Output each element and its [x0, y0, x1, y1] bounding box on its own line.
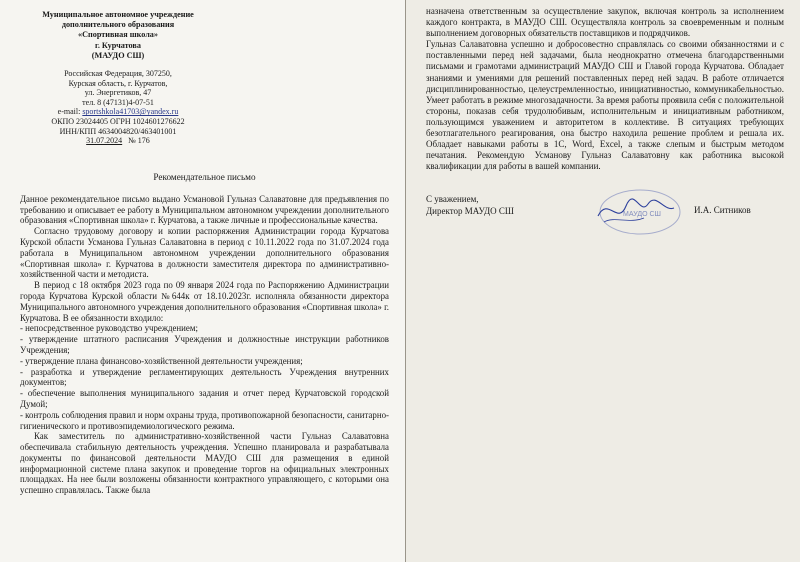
director-name: И.А. Ситников [694, 205, 751, 216]
org-line: дополнительного образования [61, 20, 175, 30]
email-line: e-mail: sportshkola41703@yandex.ru [57, 107, 179, 117]
paragraph: назначена ответственным за осуществление закупок, включая контроль за исполнением каждого контракта, в МАУДО СШ. Осуществляла контроль за своевременным и полным выполнением договорных обязательств поставщиков и подрядчиков. [426, 6, 784, 39]
letter-title: Рекомендательное письмо [153, 171, 256, 182]
paragraph: Согласно трудовому договору и копии распоряжения Администрации города Курчатова Курской области Усманова Гульназ Салаватовна в период с 10.11.2022 года по 31.07.2024 года работала в Муниципальном автономном учреждении дополнительного образования «Спортивная школа» г. Курчатова в должности заместителя директора по административно-хозяйственной части и методиста. [20, 226, 389, 280]
letter-page-right [406, 0, 800, 562]
paragraph: Гульназ Салаватовна успешно и добросовестно справлялась со своими обязанностями и с поставленными перед ней задачами, была неоднократно отмечена благодарственными письмами и грамотами администраций МАУДО СШ и Главой города Курчатова. Обладает знаниями и умениями для решений поставленных перед ней задач. В работе отличается дисциплинированностью, целеустремленностью, инициативностью, коммуникабельностью. Умеет работать в режиме многозадачности. За время работы проявила себя с положительной стороны, показав себя трудолюбивым, исполнительным и инициативным работником, пользующимся уважением и авторитетом в коллективе. В ситуациях требующих безотлагательного реагирования, она быстро находила решение проблем и решала их. Обладает навыками работы в 1С, Word, Excel, а также слепым и быстрым методом печатания. Рекомендую Усманову Гульназ Салаватовну как работника высокой квалификации для работы в вашей компании. [426, 39, 784, 172]
duty-item: - разработка и утверждение регламентирующих деятельность Учреждения внутренних документов; [20, 366, 389, 388]
paragraph: В период с 18 октября 2023 года по 09 января 2024 года по Распоряжению Администрации города Курчатова Курской области №644к от 18.10.2023г. исполняла обязанности директора Муниципального автономного учреждения дополнительного образования «Спортивная школа» г. Курчатова. В ее обязанности входило: [20, 280, 389, 323]
duty-item: - контроль соблюдения правил и норм охраны труда, противопожарной безопасности, санитарно-гигиенического и противоэпидемиологического режима. [20, 409, 389, 431]
duty-item: - непосредственное руководство учреждением; [20, 323, 198, 334]
org-line: Муниципальное автономное учреждение [42, 10, 194, 19]
signature-block [426, 194, 784, 217]
signature-stamp-icon [578, 186, 688, 238]
director-position: Директор МАУДО СШ [426, 205, 514, 216]
tax-codes: ИНН/КПП 4634004820/463401001 [59, 126, 177, 136]
letter-number: № 176 [128, 136, 150, 146]
duty-item: - обеспечение выполнения муниципального задания и отчет перед Курчатовской городской Думой; [20, 388, 389, 409]
paragraph: Данное рекомендательное письмо выдано Усмановой Гульназ Салаватовне для предъявления по требованию и описывает ее работу в Муниципальном автономном учреждении дополнительного образования «Спортивная школа» г. Курчатова, а также личные и профессиональные качества. [20, 193, 389, 226]
duty-item: - утверждение плана финансово-хозяйственной деятельности учреждения; [20, 355, 303, 366]
paragraph: Как заместитель по административно-хозяйственной части Гульназ Салаватовна обеспечивала стабильную деятельность учреждения. Успешно планировала и разрабатывала документы по финансовой деятельности МАУДО СШ для размещения в единой информационной системе плана закупок и проведение торгов на официальных электронных площадках. На нее были возложены обязанности контрактного управляющего, с которыми она успешно справлялась. Также была [20, 431, 389, 496]
org-line: г. Курчатова [95, 40, 141, 50]
letter-date: 31.07.2024 [86, 136, 123, 146]
organization-header [28, 10, 208, 61]
address-line: тел. 8 (47131)4-07-51 [82, 97, 154, 107]
registration-codes: ОКПО 23024405 ОГРН 1024601276622 [51, 116, 185, 126]
address-line: Курская область, г. Курчатов, [68, 78, 168, 88]
date-number [28, 136, 208, 146]
regards-text: С уважением, [426, 194, 479, 205]
address-line: Российская Федерация, 307250, [64, 69, 172, 79]
stamp-text: МАУДО СШ [623, 211, 661, 219]
org-line: (МАУДО СШ) [91, 50, 145, 60]
org-line: «Спортивная школа» [78, 30, 158, 40]
email-link[interactable]: sportshkola41703@yandex.ru [82, 107, 179, 117]
duty-item: - утверждение штатного расписания Учреждения и должностные инструкции работников Учреждения; [20, 334, 389, 355]
organization-address [28, 69, 208, 146]
address-line: ул. Энергетиков, 47 [84, 88, 152, 98]
